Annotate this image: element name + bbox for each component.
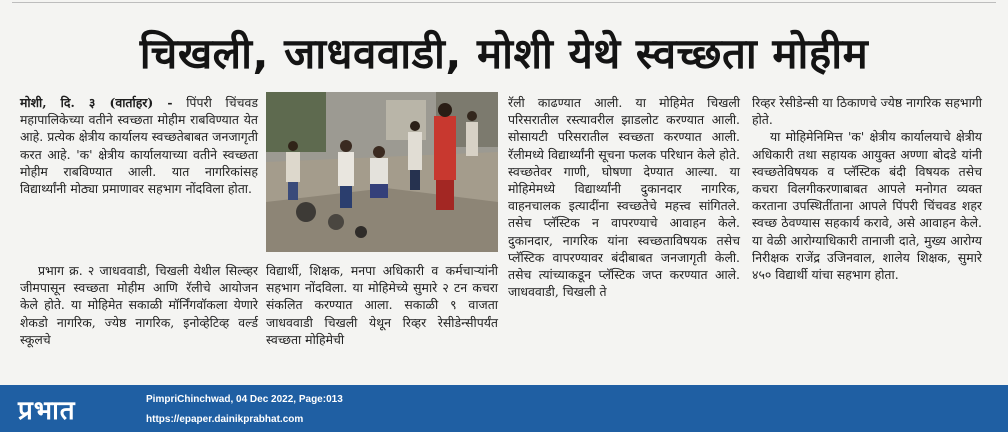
paragraph-participants: विद्यार्थी, शिक्षक, मनपा अधिकारी व कर्मचाऱ्यांनी सहभाग नोंदविला. या मोहिमेच्ये सुमारे २ टन कचरा संकलित करण्यात आला. सकाळी ९ वाजता जाधववाडी चिखली येथून रिव्हर रेसीडेन्सीपर्यंत स्वच्छता मोहिमेची: [266, 263, 498, 347]
prabhat-logo: प्रभात: [18, 396, 76, 426]
epaper-link[interactable]: https://epaper.dainikprabhat.com: [146, 414, 304, 425]
article-column-2: [266, 262, 498, 348]
edition-info: PimpriChinchwad, 04 Dec 2022, Page:013: [146, 394, 343, 405]
article-photo: [266, 92, 498, 252]
article-column-1: [20, 94, 258, 197]
paragraph-rally: रॅली काढण्यात आली. या मोहिमेत चिखली परिसरातील रस्त्यावरील झाडलोट करण्यात आली. सोसायटी परिसरातील स्वच्छता करण्यात आली. रॅलीमध्ये विद्यार्थ्यांनी सूचना फलक परिधान केले होते. स्वच्छतेवर गाणी, घोषणा देण्यात आल्या. या मोहिमेमध्ये विद्यार्थ्यांनी दुकानदार नागरिक, वाहनचालक इत्यादींना स्वच्छतेचे महत्त्व सांगितले. तसेच प्लॅस्टिक न वापरण्याचे आवाहन केले. दुकानदार, नागरिक यांना स्वच्छताविषयक तसेच प्लॅस्टिक वापरण्यावर बंदीबाबत जनजागृती केली. तसेच त्यांच्याकडून प्लॅस्टिक जप्त करण्यात आले. जाधववाडी, चिखली ते: [508, 95, 740, 300]
photo-cleanup-drive: [266, 92, 498, 252]
lead-text: पिंपरी चिंचवड महापालिकेच्या वतीने स्वच्छता मोहीम राबविण्यात येत आहे. प्रत्येक क्षेत्रीय कार्यालय स्वच्छतेबाबत जनजागृती करत आहे. 'क' क्षेत्रीय कार्यालयाच्या वतीने स्वच्छता मोहीम राबविण्यात आली. यात नागरिकांसह विद्यार्थ्यांनी मोठ्या प्रमाणावर सहभाग नोंदविला होता.: [20, 95, 258, 197]
top-rule: [12, 2, 996, 3]
dateline: मोशी, दि. ३ (वार्ताहर) -: [20, 95, 173, 110]
article-column-1-continued: [20, 262, 258, 348]
headline: चिखली, जाधववाडी, मोशी येथे स्वच्छता मोहीम: [139, 29, 869, 78]
article-column-4: [752, 94, 982, 283]
paragraph-officials: या मोहिमेनिमित्त 'क' क्षेत्रीय कार्यालयाचे क्षेत्रीय अधिकारी तथा सहायक आयुक्त अण्णा बोदडे यांनी स्वच्छतेविषयक व प्लॅस्टिक बंदी विषयक तसेच कचरा विलगीकरणाबाबत आपले मनोगत व्यक्त करताना उपस्थितींताना आपले पिंपरी चिंचवड शहर स्वच्छ ठेवण्यास सहकार्य करावे, असे आवाहन केले. या वेळी आरोग्याधिकारी तानाजी दाते, मुख्य आरोग्य निरीक्षक राजेंद्र उजिनवाल, शालेय शिक्षक, सुमारे ४५० विद्यार्थी यांचा सहभाग होता.: [752, 129, 982, 283]
paragraph-residency: रिव्हर रेसीडेन्सी या ठिकाणचे ज्येष्ठ नागरिक सहभागी होते.: [752, 95, 982, 128]
article-column-3: [508, 94, 740, 300]
paragraph-prabhag: प्रभाग क्र. २ जाधववाडी, चिखली येथील सिल्व्हर जीमपासून स्वच्छता मोहीम आणि रॅलीचे आयोजन केले होते. या मोहिमेत सकाळी मॉर्निंगवॉकला येणारे शेकडो नागरिक, ज्येष्ठ नागरिक, इनोव्हेटिव्ह वर्ल्ड स्कूलचे: [20, 263, 258, 347]
lead-paragraph: [20, 94, 258, 197]
footer-bar: [0, 385, 1008, 432]
